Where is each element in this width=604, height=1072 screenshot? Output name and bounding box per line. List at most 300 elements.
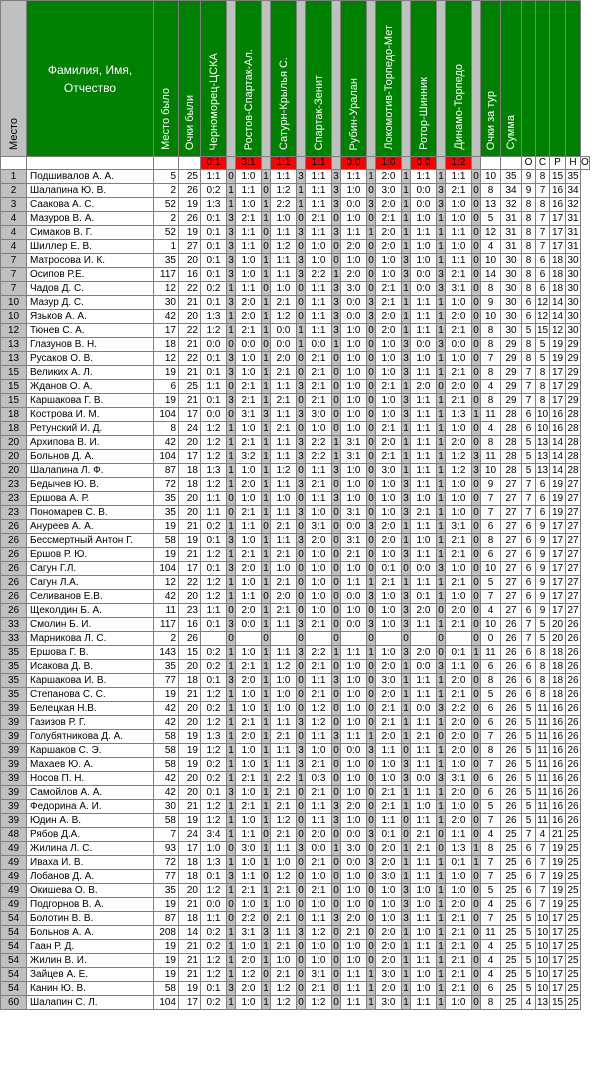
cell-points: 0 [368,604,374,616]
cell-points: 0 [333,940,339,952]
cell-prediction: 1:1 [201,170,227,184]
cell-points: 1 [473,408,479,420]
cell-prediction [236,632,262,646]
cell-points: 1 [228,198,234,210]
cell-points: 1 [263,506,269,518]
table-row [1,968,590,982]
cell-stat: 29 [567,394,579,406]
cell-stat: 25 [567,982,579,994]
header-match-5: Рубин-Уралан [341,1,367,157]
cell-prediction: 1:1 [411,408,437,422]
cell-name: Мазур Д. С. [27,296,154,310]
cell-stat: 6 [536,268,550,282]
cell-stat: 16 [550,730,566,744]
cell-points: 0 [473,772,479,784]
table-row [1,590,590,604]
cell-points: 3 [228,366,234,378]
cell-points: 1 [403,660,409,672]
cell-prev-points: 21 [179,296,201,310]
cell-points: 1 [438,898,444,910]
cell-stat: 10 [481,562,501,576]
cell-points: 0 [298,296,304,308]
header-row [1,1,590,157]
cell-prediction: 1:0 [376,604,402,618]
cell-points: 0 [333,856,339,868]
cell-points: 3 [228,618,234,630]
cell-stat: 25 [567,898,579,910]
cell-prediction: 1:0 [446,198,472,212]
cell-stat: 25 [501,968,522,982]
cell-prediction: 1:1 [411,744,437,758]
cell-prev-points: 25 [179,380,201,394]
cell-prediction: 1:0 [341,408,367,422]
cell-prediction: 2:1 [446,688,472,702]
cell-points: 1 [403,800,409,812]
cell-points: 1 [438,618,444,630]
cell-stat: 11 [537,814,548,826]
cell-stat: 19 [550,338,566,352]
cell-prediction: 3:0 [341,842,367,856]
cell-points: 0 [403,744,409,756]
cell-name: Ретунский И. Д. [27,422,154,436]
cell-name: Щеколдин Б. А. [27,604,154,618]
cell-points: 0 [298,310,304,322]
cell-points: 1 [368,646,374,658]
cell-prediction: 0:2 [201,282,227,296]
cell-prediction: 1:2 [201,968,227,982]
cell-points: 1 [263,772,269,784]
cell-stat: 8 [481,534,501,548]
cell-stat: 26 [501,786,522,800]
cell-points: 0 [473,758,479,770]
cell-place: 35 [1,688,27,702]
cell-points: 1 [298,184,304,196]
cell-points: 1 [438,296,444,308]
cell-stat: 19 [550,898,566,912]
cell-points: 0 [263,338,269,350]
cell-prediction: 1:0 [271,954,297,968]
cell-prev-points: 21 [179,800,201,814]
cell-stat: 26 [501,814,522,828]
cell-stat: 8 [481,996,501,1010]
cell-points: 3 [403,898,409,910]
cell-points: 0 [438,380,444,392]
cell-prediction: 2:0 [376,688,402,702]
header-total: Сумма [501,1,522,157]
cell-place: 54 [1,926,27,940]
cell-points: 0 [473,674,479,686]
cell-prediction: 1:0 [306,604,332,618]
cell-prediction: 1:1 [341,226,367,240]
cell-points: 1 [473,856,479,868]
cell-points: 1 [263,618,269,630]
cell-points: 1 [263,898,269,910]
cell-points: 1 [263,492,269,504]
cell-points: 0 [368,884,374,896]
cell-stat: 17 [550,380,566,394]
cell-stat: 18 [550,674,566,688]
cell-stat: 5 [522,968,536,982]
cell-place: 15 [1,380,27,394]
cell-prediction: 2:0 [446,310,472,324]
cell-stat: 30 [567,254,579,266]
table-row [1,240,590,254]
cell-stat: 9 [536,604,550,618]
cell-prediction: 0:1 [201,240,227,254]
cell-prediction: 0:0 [341,198,367,212]
cell-points: 0 [473,716,479,728]
cell-prediction: 1:0 [446,240,472,254]
cell-stat: 26 [501,772,522,786]
cell-stat: 4 [481,828,501,842]
cell-prediction: 1:0 [446,506,472,520]
cell-points: 3 [438,702,444,714]
cell-points: 0 [473,296,479,308]
cell-points: 1 [228,310,234,322]
cell-points: 0 [368,940,374,952]
cell-stat: 5 [522,324,536,338]
cell-prediction: 1:0 [236,814,262,828]
cell-points: 0 [473,982,479,994]
cell-name: Кострова И. М. [27,408,154,422]
cell-place: 7 [1,282,27,296]
cell-points: 0 [368,212,374,224]
cell-prediction: 2:1 [236,660,262,674]
cell-prediction: 2:0 [376,954,402,968]
cell-points: 1 [438,982,444,994]
cell-name: Сагун Г.Л. [27,562,154,576]
cell-points: 3 [403,590,409,602]
table-row [1,842,590,856]
cell-name: Больнов А. А. [27,926,154,940]
cell-points: 0 [473,688,479,700]
cell-points: 3 [403,268,409,280]
cell-stat: 18 [550,268,566,282]
cell-stat: 32 [567,198,579,210]
cell-stat: 4 [481,422,501,436]
cell-stat: 27 [501,548,522,562]
cell-prediction: 0:2 [201,758,227,772]
header-match-1: Черноморец-ЦСКА [201,1,227,157]
cell-stat: 16 [550,716,566,730]
cell-prediction: 1:0 [271,856,297,870]
cell-points: 3 [438,198,444,210]
cell-points: 0 [333,898,339,910]
table-row [1,436,590,450]
cell-points: 1 [298,198,304,210]
cell-prediction: 2:1 [446,954,472,968]
cell-points: 0 [473,562,479,574]
cell-stat: 30 [501,296,522,310]
cell-prediction: 2:0 [271,352,297,366]
cell-stat: 7 [522,618,536,632]
cell-stat: 13 [536,436,549,448]
cell-prediction: 0:2 [201,660,227,674]
cell-prev-place: 11 [154,604,179,618]
cell-stat: 8 [522,226,536,240]
cell-points: 1 [403,240,409,252]
cell-stat: 28 [501,450,522,464]
cell-prediction: 2:0 [376,170,402,184]
cell-points: 1 [228,996,234,1008]
cell-prediction: 2:1 [411,506,437,520]
cell-stat: 26 [501,674,522,688]
stat-header-r: Р [550,157,566,170]
cell-prev-place: 35 [154,254,179,268]
cell-prev-points: 19 [179,198,201,212]
cell-prediction: 1:0 [341,492,367,506]
table-row [1,898,590,912]
cell-prediction: 2:1 [446,912,472,926]
cell-prediction: 2:1 [446,534,472,548]
cell-prev-points: 24 [179,828,201,842]
cell-points: 0 [333,828,339,840]
cell-prediction: 0:2 [201,184,227,198]
cell-stat: 5 [481,576,501,590]
cell-stat: 27 [501,520,522,534]
cell-stat: 16 [550,814,566,828]
cell-name: Канин Ю. В. [27,982,154,996]
cell-points: 3 [298,716,304,728]
cell-points: 1 [263,310,269,322]
cell-points: 1 [368,226,374,238]
cell-prediction [446,632,472,646]
cell-prediction: 2:1 [306,394,332,408]
cell-stat: 26 [501,800,522,814]
cell-prev-place: 35 [154,492,179,506]
cell-points: 1 [438,254,444,266]
cell-points: 0 [473,394,479,406]
cell-stat: 25 [567,940,579,952]
cell-prediction: 1:0 [341,758,367,772]
cell-prev-place: 42 [154,786,179,800]
cell-prediction: 3:1 [446,520,472,534]
cell-prediction: 3:1 [306,520,332,534]
cell-prediction: 3:0 [376,968,402,982]
cell-name: Шиллер Е. В. [27,240,154,254]
cell-points: 0 [263,240,269,252]
cell-points: 3 [368,744,374,756]
cell-prev-points: 20 [179,786,201,800]
cell-prediction: 0:1 [411,590,437,604]
cell-stat: 5 [522,716,536,730]
cell-prediction: 1:1 [411,520,437,534]
cell-prediction: 1:0 [341,702,367,716]
cell-points: 3 [298,618,304,630]
cell-points: 3 [333,226,339,238]
cell-stat: 4 [522,996,536,1010]
cell-points: 3 [438,268,444,280]
cell-points: 1 [228,702,234,714]
cell-stat: 29 [501,380,522,394]
result-cell: 1:1 [271,157,297,170]
cell-stat: 17 [550,366,566,380]
cell-prediction: 2:1 [271,366,297,380]
cell-name: Бедычев Ю. В. [27,478,154,492]
cell-points: 0 [473,730,479,742]
cell-prediction: 2:1 [446,394,472,408]
cell-prediction: 2:1 [446,576,472,590]
cell-prediction: 1:0 [236,646,262,660]
cell-stat: 12 [536,310,549,322]
cell-stat: 25 [501,940,522,954]
cell-prev-points: 22 [179,352,201,366]
cell-points: 0 [368,786,374,798]
cell-prediction: 1:0 [376,758,402,772]
cell-stat: 8 [481,394,501,408]
cell-prediction: 1:1 [236,282,262,296]
cell-prediction: 1:1 [411,940,437,954]
cell-points: 1 [228,450,234,462]
cell-prev-points: 21 [179,394,201,408]
cell-stat: 8 [536,688,550,702]
cell-stat: 6 [481,982,501,996]
cell-points: 1 [263,814,269,826]
cell-prediction: 0:1 [446,856,472,870]
cell-name: Глазунов В. Н. [27,338,154,352]
cell-stat: 10 [481,254,501,268]
cell-place: 26 [1,604,27,618]
cell-place: 18 [1,422,27,436]
cell-points: 1 [368,730,374,742]
cell-prediction: 1:1 [341,170,367,184]
cell-prediction: 1:0 [411,352,437,366]
cell-points: 0 [298,604,304,616]
cell-prediction: 2:1 [306,660,332,674]
cell-prediction: 3:0 [306,408,332,422]
cell-prediction: 1:2 [446,450,472,464]
cell-name: Каршакова И. В. [27,674,154,688]
cell-prediction: 1:0 [236,366,262,380]
cell-stat: 31 [567,212,579,224]
cell-prev-place: 117 [154,268,179,282]
cell-stat: 8 [481,744,501,758]
cell-prediction: 2:1 [236,380,262,394]
cell-place: 39 [1,772,27,786]
cell-points: 1 [228,772,234,784]
cell-prediction: 1:0 [306,548,332,562]
cell-prediction: 1:2 [271,240,297,254]
table-row [1,254,590,268]
cell-prediction: 2:1 [446,618,472,632]
cell-prediction: 2:0 [236,478,262,492]
cell-points: 1 [298,772,304,784]
cell-prediction: 2:1 [271,912,297,926]
cell-prediction: 1:2 [201,884,227,898]
cell-points: 0 [473,954,479,966]
cell-points: 1 [228,828,234,840]
cell-prev-place: 58 [154,534,179,548]
cell-points: 0 [298,674,304,686]
cell-points: 0 [298,898,304,910]
cell-points: 0 [473,618,479,630]
cell-stat: 5 [522,954,536,968]
cell-stat: 18 [550,254,566,268]
cell-prediction: 1:1 [376,814,402,828]
cell-place: 26 [1,548,27,562]
cell-prediction: 0:0 [411,198,437,212]
cell-prediction: 2:2 [306,450,332,464]
cell-prediction: 1:1 [201,492,227,506]
cell-points: 1 [473,842,479,854]
cell-prediction: 1:0 [236,898,262,912]
cell-place: 18 [1,408,27,422]
cell-name: Ершова А. Р. [27,492,154,506]
cell-stat: 9 [536,534,550,548]
cell-stat: 7 [481,492,501,506]
cell-points: 0 [228,170,234,182]
cell-points: 3 [403,758,409,770]
cell-stat: 28 [501,408,522,422]
cell-prediction: 1:1 [341,982,367,996]
cell-points: 1 [263,786,269,798]
cell-points: 3 [228,674,234,686]
cell-prediction: 1:0 [376,478,402,492]
cell-prediction: 1:0 [411,898,437,912]
cell-stat: 31 [501,226,522,240]
cell-place: 49 [1,884,27,898]
cell-points: 0 [298,730,304,742]
cell-prediction: 2:1 [376,702,402,716]
cell-place: 33 [1,618,27,632]
cell-stat: 7 [536,898,550,912]
cell-stat: 5 [536,352,550,366]
cell-prediction: 1:0 [376,268,402,282]
cell-stat: 25 [567,870,579,882]
cell-points: 1 [438,520,444,532]
cell-prediction: 1:1 [411,716,437,730]
table-row [1,926,590,940]
cell-prediction: 2:1 [446,184,472,198]
cell-points: 1 [403,282,409,294]
cell-prediction: 2:1 [376,212,402,226]
cell-prediction: 2:1 [271,394,297,408]
cell-stat: 28 [501,464,522,478]
cell-stat: 25 [567,954,579,966]
cell-place: 39 [1,786,27,800]
cell-name: Матросова И. К. [27,254,154,268]
cell-stat: 7 [481,506,501,520]
cell-prediction: 1:0 [306,744,332,758]
cell-stat: 14 [550,464,566,478]
cell-place: 12 [1,324,27,338]
cell-place: 39 [1,800,27,814]
table-row [1,982,590,996]
cell-points: 1 [228,324,234,336]
cell-prediction: 2:0 [341,800,367,814]
cell-prev-place: 58 [154,982,179,996]
cell-place: 3 [1,198,27,212]
cell-points: 1 [228,884,234,896]
cell-points: 0 [228,632,234,644]
cell-stat: 12 [536,296,549,308]
cell-prev-place: 117 [154,618,179,632]
cell-prediction: 0:1 [201,618,227,632]
cell-stat: 27 [567,520,579,532]
cell-stat: 27 [567,492,579,504]
cell-points: 0 [298,394,304,406]
cell-points: 0 [403,814,409,826]
cell-prediction: 1:0 [341,422,367,436]
cell-stat: 26 [567,716,579,728]
cell-stat: 17 [550,534,566,548]
cell-stat: 26 [567,800,579,812]
table-row [1,702,590,716]
cell-prev-place: 19 [154,548,179,562]
cell-name: Носов П. Н. [27,772,154,786]
cell-points: 0 [368,254,374,266]
cell-points: 1 [438,940,444,952]
